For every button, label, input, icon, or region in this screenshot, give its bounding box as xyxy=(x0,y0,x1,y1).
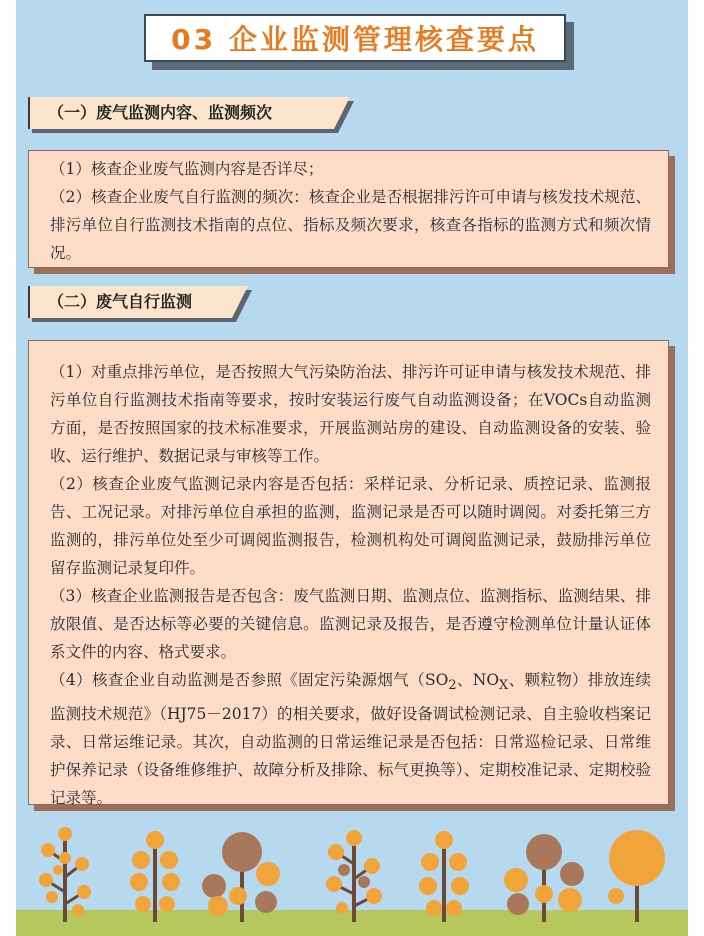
tree-illustration xyxy=(196,830,288,922)
para-4-mid: 、NO xyxy=(456,671,500,689)
right-margin xyxy=(688,0,704,936)
section-2-body xyxy=(50,358,651,812)
section-2-para-4 xyxy=(50,666,651,812)
section-2-heading xyxy=(28,286,248,318)
section-1-para-2: （2）核查企业废气自行监测的频次：核查企业是否根据排污许可申请与核发技术规范、排污单位自行监测技术指南的点位、指标及频次要求，核查各指标的监测方式和频次情况。 xyxy=(50,188,651,262)
nox-subscript: X xyxy=(499,678,509,694)
section-1-panel xyxy=(28,150,669,268)
left-margin xyxy=(0,0,16,936)
section-2-heading-text: （二）废气自行监测 xyxy=(48,292,193,311)
tree-illustration xyxy=(318,824,390,922)
tree-illustration xyxy=(496,832,592,922)
tree-illustration xyxy=(414,826,474,922)
so2-subscript: 2 xyxy=(448,678,457,694)
title-banner xyxy=(144,14,566,62)
section-1-body xyxy=(50,155,651,267)
section-1-para-1: （1）核查企业废气监测内容是否详尽； xyxy=(50,160,324,178)
section-2-para-2: （2）核查企业废气监测记录内容是否包括：采样记录、分析记录、质控记录、监测报告、工况记录。对排污单位自承担的监测，监测记录是否可以随时调阅。对委托第三方监测的，排污单位处至少可调阅监测报告，检测机构处可调阅监测记录，鼓励排污单位留存监测记录复印件。 xyxy=(50,475,651,577)
section-1-heading-text: （一）废气监测内容、监测频次 xyxy=(48,103,273,122)
section-2-para-1: （1）对重点排污单位，是否按照大气污染防治法、排污许可证申请与核发技术规范、排污单位自行监测技术指南等要求，按时安装运行废气自动监测设备；在VOCs自动监测方面，是否按照国家的技术标准要求，开展监测站房的建设、自动监测设备的安装、验收、运行维护、数据记录与审核等工作。 xyxy=(50,363,651,465)
para-4-post: 、颗粒物）排放连续监测技术规范》（HJ75－2017）的相关要求，做好设备调试检测记录、自主验收档案记录、日常运维记录。其次，自动监测的日常运维记录是否包括：日常巡检记录、日常维护保养记录（设备维修维护、故障分析及排除、标气更换等）、定期校准记录、定期校验记录等。 xyxy=(50,671,651,808)
tree-illustration xyxy=(30,822,100,922)
tree-illustration xyxy=(602,828,672,922)
section-2-panel xyxy=(28,340,669,808)
page-title: 03 企业监测管理核查要点 xyxy=(171,23,539,56)
section-1-heading xyxy=(28,97,350,129)
tree-illustration xyxy=(125,826,185,922)
title-box xyxy=(144,14,566,62)
section-2-para-3: （3）核查企业监测报告是否包含：废气监测日期、监测点位、监测指标、监测结果、排放限值、是否达标等必要的关键信息。监测记录及报告，是否遵守检测单位计量认证体系文件的内容、格式要求。 xyxy=(50,587,651,661)
para-4-pre: （4）核查企业自动监测是否参照《固定污染源烟气（SO xyxy=(50,671,449,689)
